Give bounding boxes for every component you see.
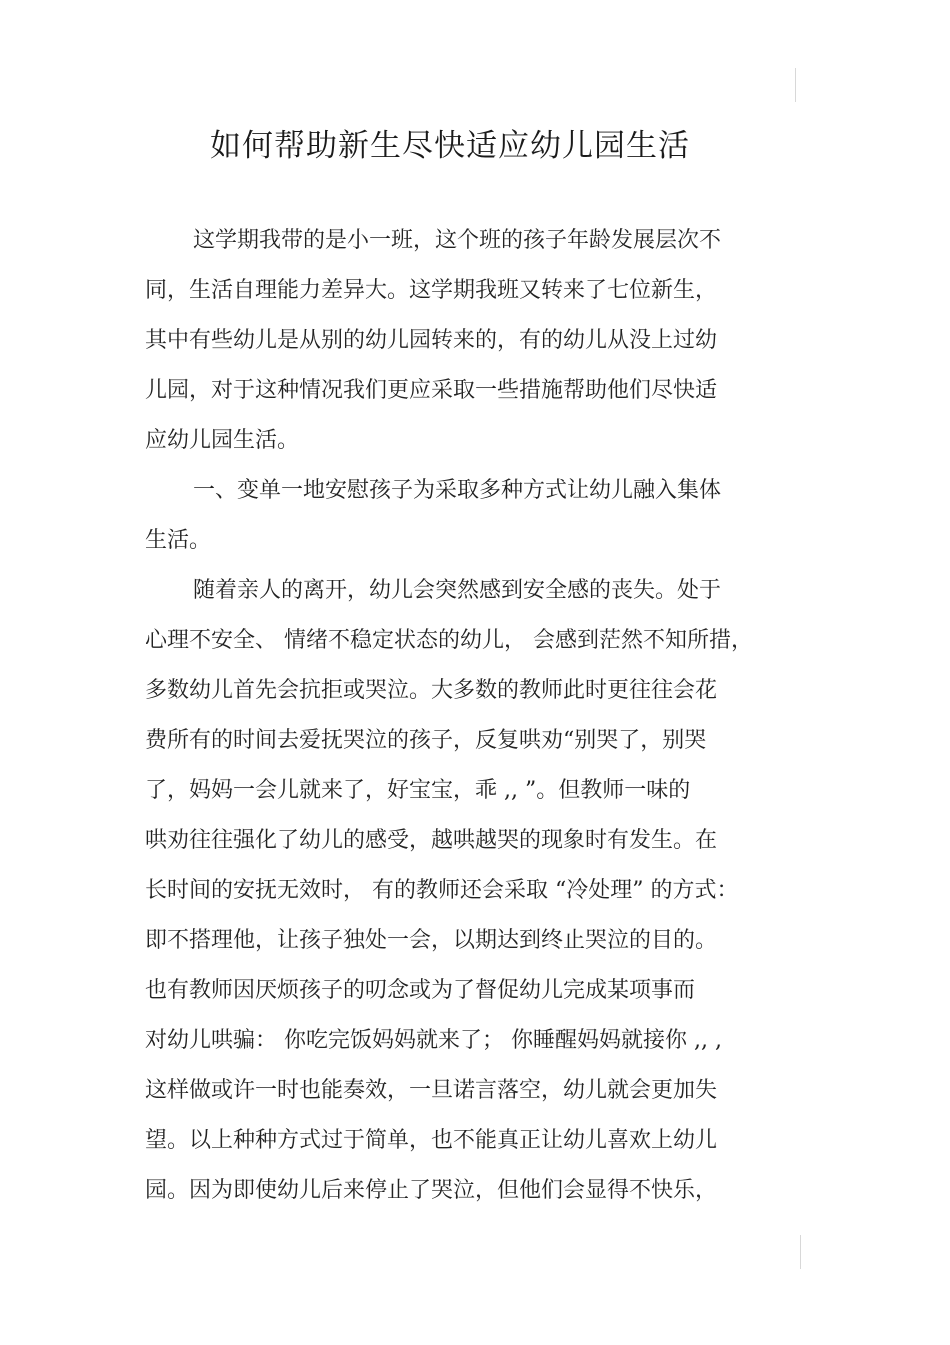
paragraph-line: 长时间的安抚无效时， 有的教师还会采取 “冷处理” 的方式：: [145, 878, 739, 903]
paragraph-line: 随着亲人的离开，幼儿会突然感到安全感的丧失。处于: [193, 578, 722, 603]
paragraph-line: 即不搭理他，让孩子独处一会，以期达到终止哭泣的目的。: [145, 928, 718, 953]
paragraph-line: 了，妈妈一会儿就来了，好宝宝，乖 ,, ”。但教师一味的: [145, 778, 691, 803]
paragraph-line: 哄劝往往强化了幼儿的感受，越哄越哭的现象时有发生。在: [145, 828, 718, 853]
paragraph-line: 应幼儿园生活。: [145, 428, 300, 453]
scan-edge-mark: [795, 68, 796, 102]
paragraph-line: 园。因为即使幼儿后来停止了哭泣，但他们会显得不快乐，: [145, 1178, 718, 1203]
paragraph-line: 同，生活自理能力差异大。这学期我班又转来了七位新生，: [145, 278, 718, 303]
paragraph-line: 这样做或许一时也能奏效，一旦诺言落空，幼儿就会更加失: [145, 1078, 718, 1103]
paragraph-line: 其中有些幼儿是从别的幼儿园转来的，有的幼儿从没上过幼: [145, 328, 718, 353]
paragraph-line: 对幼儿哄骗： 你吃完饭妈妈就来了； 你睡醒妈妈就接你 ,, ,: [145, 1028, 722, 1053]
paragraph-line: 费所有的时间去爱抚哭泣的孩子，反复哄劝“别哭了，别哭: [145, 728, 707, 753]
paragraph-line: 也有教师因厌烦孩子的叨念或为了督促幼儿完成某项事而: [145, 978, 696, 1003]
section-heading-line: 一、变单一地安慰孩子为采取多种方式让幼儿融入集体: [193, 478, 722, 503]
page-title: 如何帮助新生尽快适应幼儿园生活: [210, 128, 690, 164]
paragraph-line: 望。以上种种方式过于简单，也不能真正让幼儿喜欢上幼儿: [145, 1128, 718, 1153]
paragraph-line: 这学期我带的是小一班，这个班的孩子年龄发展层次不: [193, 228, 722, 253]
scan-edge-mark: [800, 1235, 801, 1269]
section-heading-line: 生活。: [145, 528, 212, 553]
paragraph-line: 儿园，对于这种情况我们更应采取一些措施帮助他们尽快适: [145, 378, 718, 403]
paragraph-line: 心理不安全、 情绪不稳定状态的幼儿， 会感到茫然不知所措，: [145, 628, 753, 653]
paragraph-line: 多数幼儿首先会抗拒或哭泣。大多数的教师此时更往往会花: [145, 678, 718, 703]
